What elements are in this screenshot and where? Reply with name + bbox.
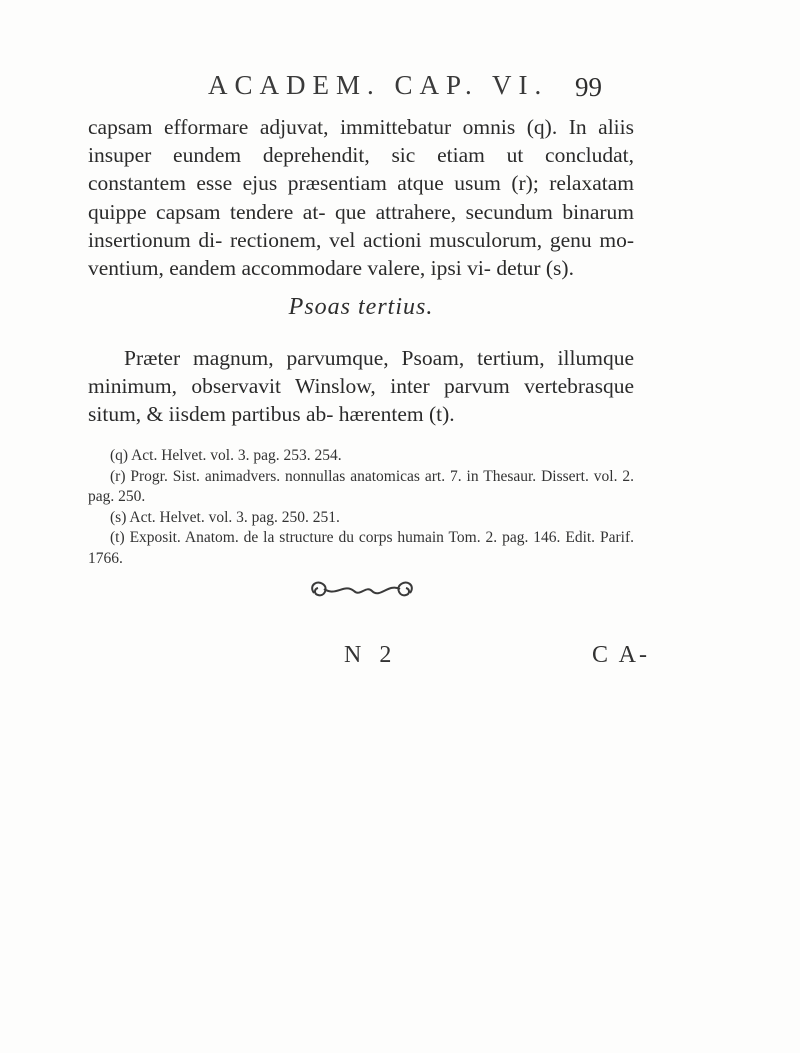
running-head: ACADEM. CAP. VI.	[208, 70, 549, 100]
section-paragraph-text: Præter magnum, parvumque, Psoam, tertium, illumque minimum, observavit Winslow, inter parvum vertebrasque situm, & iisdem partibus ab- hærentem (t).	[88, 346, 634, 427]
section-title: Psoas tertius.	[288, 294, 434, 320]
tailpiece-ornament-icon	[302, 575, 422, 609]
catchword: C A-	[592, 642, 651, 668]
signature-mark: N 2	[344, 642, 398, 668]
body-paragraph-text: capsam efformare adjuvat, immittebatur omnis (q). In aliis insuper eundem deprehendit, sic etiam ut concludat, constantem esse ejus præsentiam atque usum (r); relaxatam quippe capsam tendere at- que attrahere, secundum binarum insertionum di- rectionem, vel actioni musculorum, genu mo- ventium, eandem accommodare valere, ipsi vi- detur (s).	[88, 115, 634, 281]
body-paragraph	[88, 113, 634, 282]
footnote-r: (r) Progr. Sist. animadvers. nonnullas anatomicas art. 7. in Thesaur. Dissert. vol. 2. pag. 250.	[88, 467, 634, 505]
section-paragraph	[88, 344, 634, 429]
footnotes	[88, 446, 634, 569]
footnote-q: (q) Act. Helvet. vol. 3. pag. 253. 254.	[110, 447, 342, 464]
page-number: 99	[575, 72, 602, 102]
footnote-s: (s) Act. Helvet. vol. 3. pag. 250. 251.	[110, 508, 340, 526]
footnote-t: (t) Exposit. Anatom. de la structure du corps humain Tom. 2. pag. 146. Edit. Parif. 1766.	[88, 529, 634, 567]
